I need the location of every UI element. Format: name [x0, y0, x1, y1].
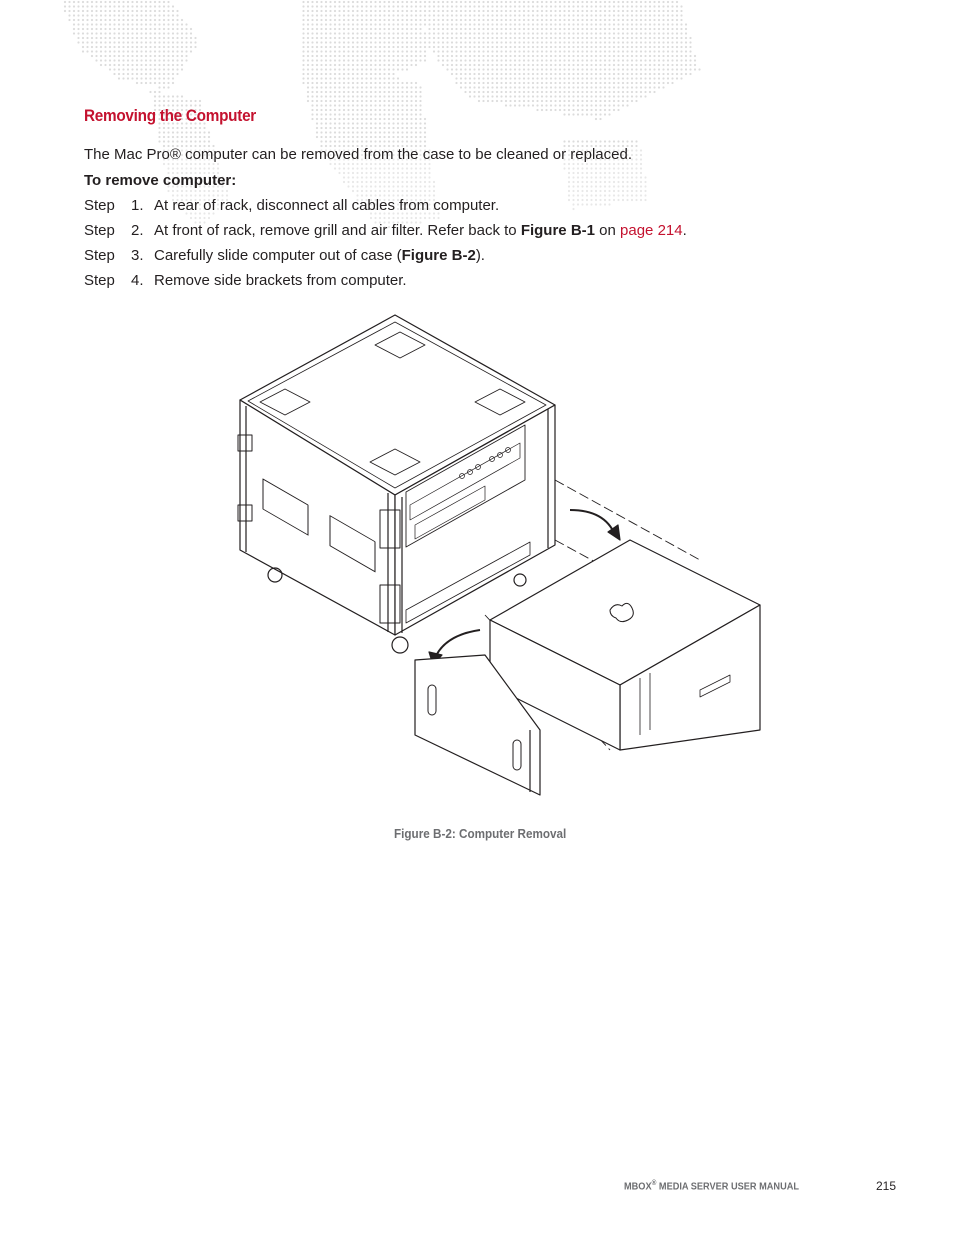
figure-reference: Figure B-2	[401, 247, 476, 264]
step-1	[84, 197, 499, 215]
procedure-title: To remove computer:	[84, 172, 237, 189]
step-number: 2.	[131, 222, 144, 239]
step-4	[84, 272, 407, 290]
page-number: 215	[876, 1179, 897, 1193]
page-link[interactable]: page 214	[620, 222, 683, 239]
step-number: 1.	[131, 197, 144, 214]
step-label: Step	[84, 197, 115, 214]
step-3	[84, 247, 485, 265]
step-2	[84, 222, 687, 240]
figure-reference: Figure B-1	[520, 222, 595, 239]
step-text: on	[595, 222, 621, 239]
intro-paragraph: The Mac Pro® computer can be removed from the case to be cleaned or replaced.	[84, 146, 632, 163]
figure-caption: Figure B-2: Computer Removal	[394, 826, 567, 841]
step-number: 3.	[131, 247, 144, 264]
step-text: At rear of rack, disconnect all cables from computer.	[154, 197, 500, 214]
footer-product: MBOX	[624, 1181, 652, 1193]
step-label: Step	[84, 272, 115, 289]
footer-manual-title	[624, 1180, 799, 1192]
step-number: 4.	[131, 272, 144, 289]
computer-removal-illustration	[230, 310, 770, 800]
step-text: Remove side brackets from computer.	[154, 272, 407, 289]
step-text: Carefully slide computer out of case (	[154, 247, 402, 264]
registered-mark: ®	[651, 1180, 657, 1187]
step-text: .	[682, 222, 687, 239]
step-text: ).	[475, 247, 485, 264]
step-text: At front of rack, remove grill and air filter. Refer back to	[154, 222, 521, 239]
section-heading: Removing the Computer	[84, 106, 256, 125]
step-label: Step	[84, 222, 115, 239]
footer-title-text: MEDIA SERVER USER MANUAL	[656, 1181, 799, 1193]
bracket-arrow-icon	[435, 630, 480, 658]
step-label: Step	[84, 247, 115, 264]
